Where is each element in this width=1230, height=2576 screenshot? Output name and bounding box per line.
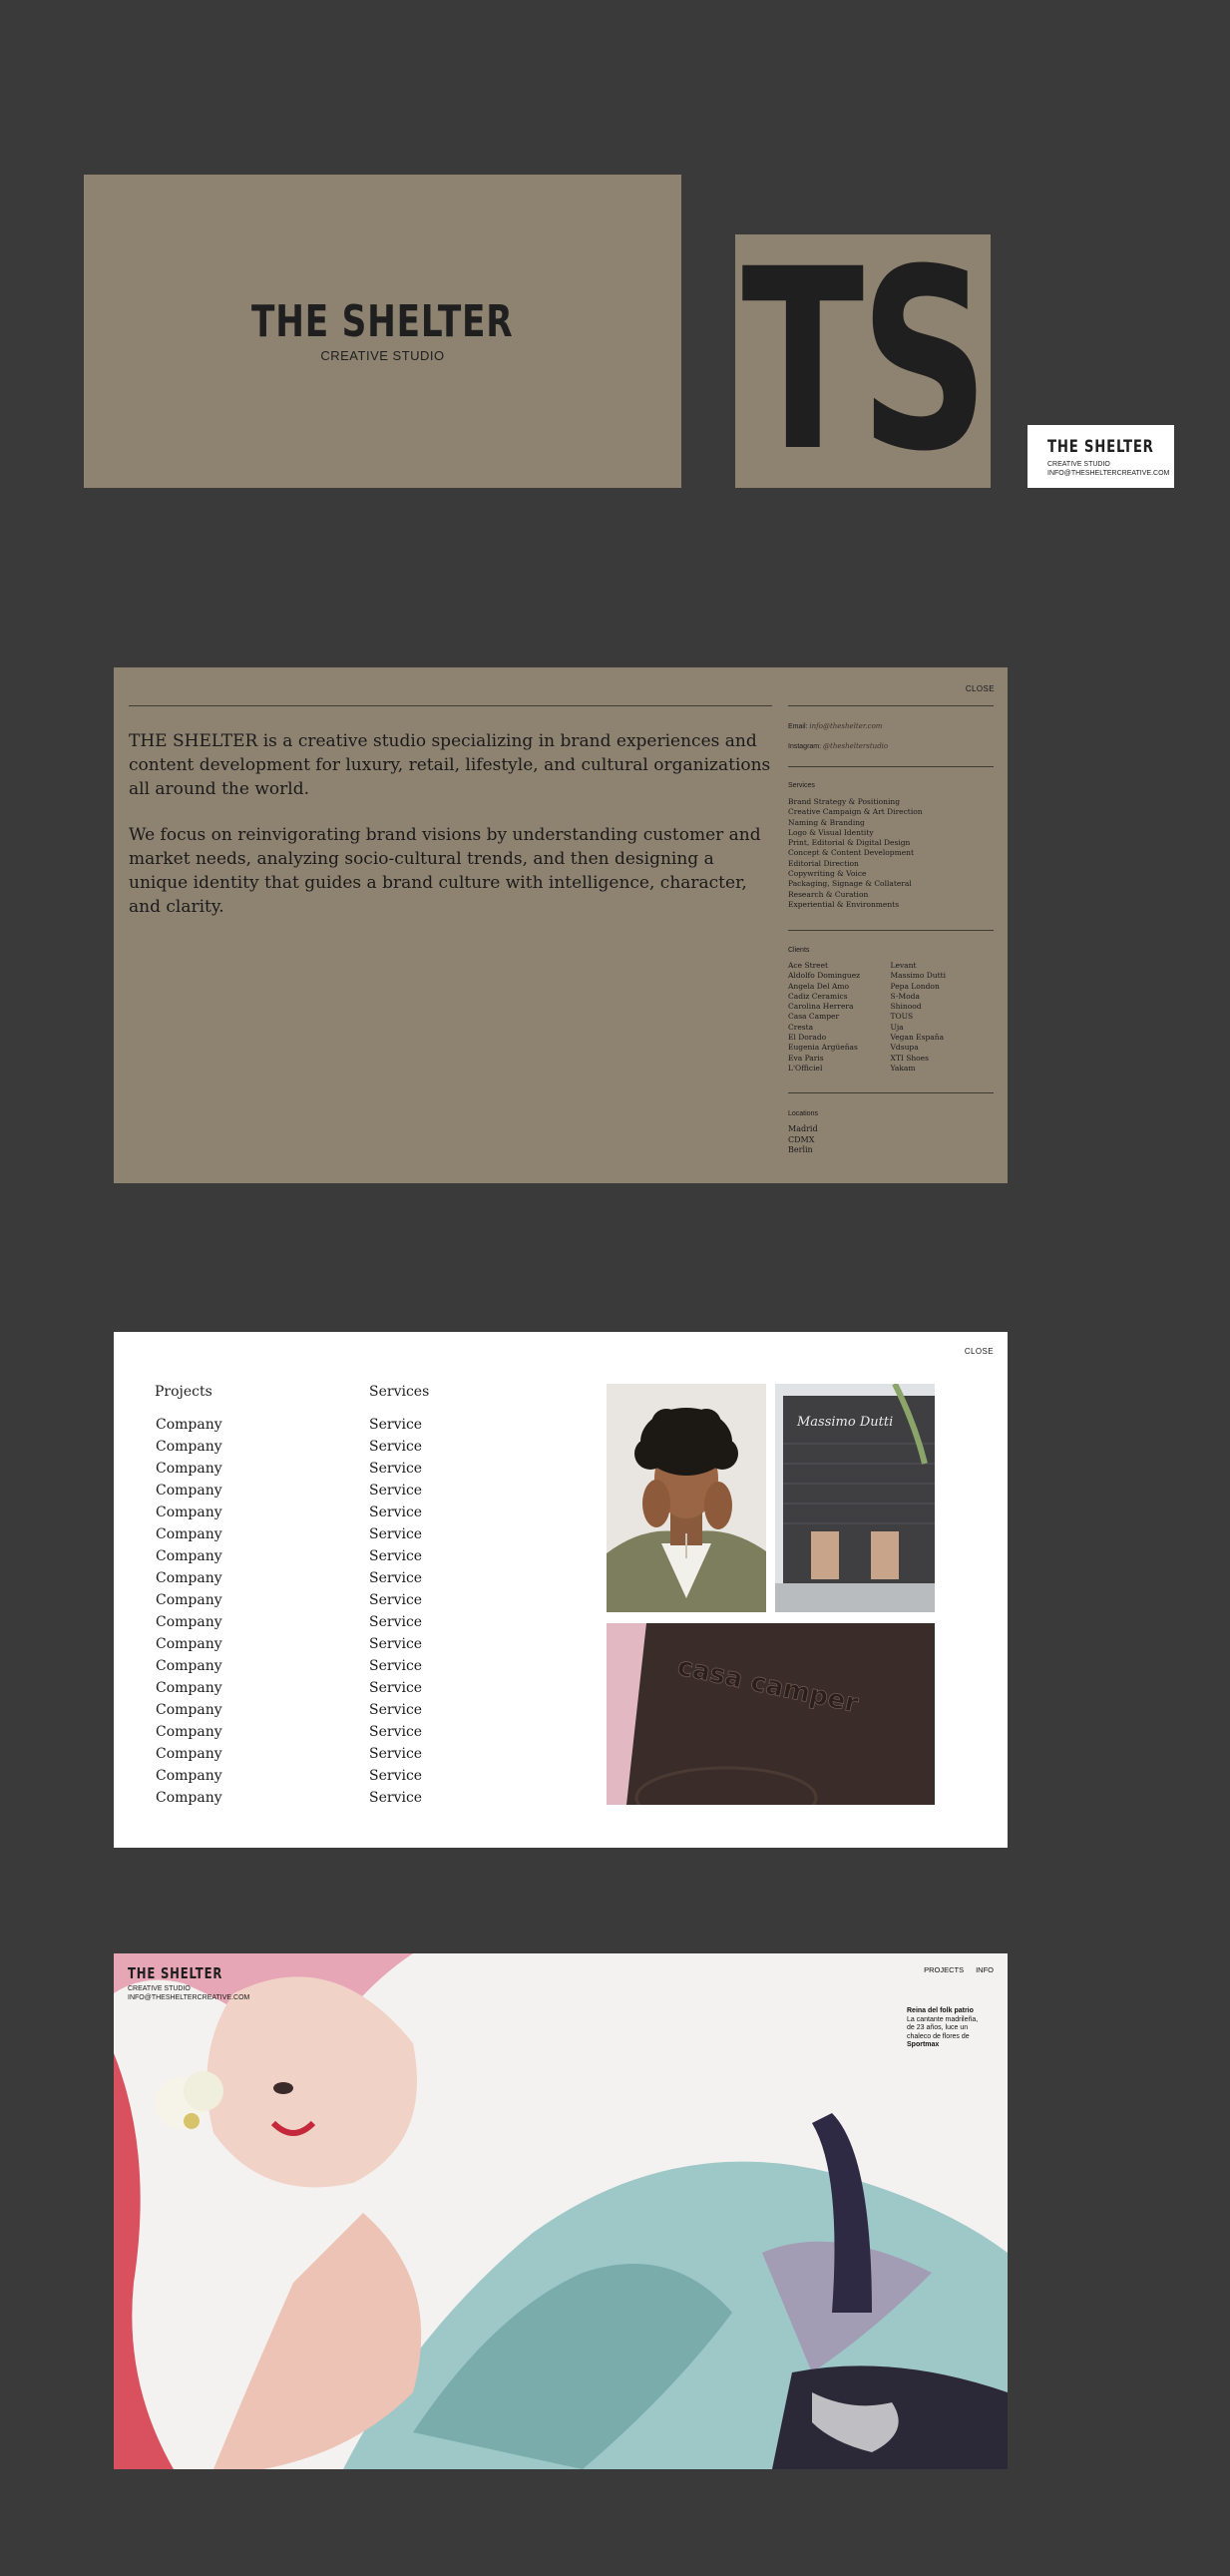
email-label: Email: <box>788 723 808 730</box>
divider <box>788 705 994 706</box>
client-item: S-Moda <box>890 991 920 1001</box>
about-paragraph-2: We focus on reinvigorating brand visions by understanding customer and market needs, analyzing socio-cultural trends, and then designing a unique identity that guides a brand culture with intelligence, character, and clarity. <box>129 825 761 917</box>
service-list <box>369 1414 422 1809</box>
service-link[interactable]: Service <box>369 1636 423 1652</box>
caption-body: La cantante madrileña, de 23 años, luce un chaleco de flores de <box>907 2015 979 2040</box>
service-item: Logo & Visual Identity <box>788 827 874 837</box>
service-link[interactable]: Service <box>369 1548 423 1564</box>
logo-card-primary <box>84 175 681 488</box>
about-text <box>129 729 772 941</box>
company-link[interactable]: Company <box>156 1790 222 1806</box>
clients-list <box>788 961 993 1073</box>
company-link[interactable]: Company <box>156 1417 222 1433</box>
service-link[interactable]: Service <box>369 1526 423 1542</box>
storefront-sign: Massimo Dutti <box>797 1415 894 1430</box>
service-link[interactable]: Service <box>369 1461 423 1477</box>
portrait-illustration <box>607 1384 766 1612</box>
hero-logo[interactable] <box>128 1966 249 2002</box>
company-link[interactable]: Company <box>156 1680 222 1696</box>
client-item: Carolina Herrera <box>788 1002 854 1012</box>
hero-nav <box>924 1965 994 1974</box>
hero-subtitle: CREATIVE STUDIO <box>128 1985 191 1992</box>
service-item: Packaging, Signage & Collateral <box>788 879 912 889</box>
projects-column-header: Projects <box>155 1384 212 1400</box>
company-link[interactable]: Company <box>156 1570 222 1586</box>
clients-column-2 <box>891 961 994 1073</box>
client-item: Cadiz Ceramics <box>788 991 848 1001</box>
instagram-label: Instagram: <box>788 743 822 750</box>
service-item: Research & Curation <box>788 889 869 899</box>
service-item: Naming & Branding <box>788 817 865 827</box>
service-link[interactable]: Service <box>369 1658 423 1674</box>
location-item: Madrid <box>788 1124 818 1133</box>
service-link[interactable]: Service <box>369 1790 423 1806</box>
client-item: Aldolfo Dominguez <box>788 971 861 981</box>
company-link[interactable]: Company <box>156 1614 222 1630</box>
company-link[interactable]: Company <box>156 1504 222 1520</box>
locations-heading: Locations <box>788 1110 818 1117</box>
divider <box>788 766 994 767</box>
company-link[interactable]: Company <box>156 1768 222 1784</box>
nav-projects-link[interactable]: PROJECTS <box>924 1965 965 1974</box>
service-link[interactable]: Service <box>369 1483 423 1499</box>
card-subtitle: CREATIVE STUDIO <box>1047 461 1110 468</box>
service-item: Copywriting & Voice <box>788 869 867 879</box>
clients-column-1 <box>788 961 891 1073</box>
service-link[interactable]: Service <box>369 1702 423 1718</box>
leather-logo: casa camper <box>674 1651 861 1720</box>
location-item: Berlin <box>788 1145 813 1154</box>
divider <box>788 1092 994 1093</box>
client-item: Angela Del Amo <box>788 981 850 991</box>
clients-heading: Clients <box>788 947 810 954</box>
client-item: XTI Shoes <box>890 1053 929 1063</box>
client-item: Ace Street <box>788 961 829 970</box>
company-link[interactable]: Company <box>156 1439 222 1455</box>
leather-illustration <box>607 1623 935 1805</box>
hero-section <box>114 1953 1008 2469</box>
service-link[interactable]: Service <box>369 1592 423 1608</box>
service-item: Concept & Content Development <box>788 848 914 858</box>
services-heading: Services <box>788 782 815 789</box>
service-item: Editorial Direction <box>788 858 859 868</box>
client-item: Yakam <box>890 1063 916 1073</box>
card-email: INFO@THESHELTERCREATIVE.COM <box>1047 470 1170 477</box>
instagram-link[interactable]: @theshelterstudio <box>823 742 889 750</box>
caption-title: Reina del folk patrio <box>907 2007 974 2014</box>
service-link[interactable]: Service <box>369 1614 423 1630</box>
about-paragraph-1: THE SHELTER is a creative studio specializing in brand experiences and content development for luxury, retail, lifestyle, and cultural organizations all around the world. <box>129 731 771 799</box>
client-item: Shinood <box>890 1002 922 1012</box>
client-item: Pepa London <box>890 981 940 991</box>
brand-wordmark: THE SHELTER <box>251 295 514 347</box>
company-link[interactable]: Company <box>156 1724 222 1740</box>
email-link[interactable]: info@theshelter.com <box>809 722 883 730</box>
brand-subtitle: CREATIVE STUDIO <box>320 347 445 363</box>
service-link[interactable]: Service <box>369 1724 423 1740</box>
nav-info-link[interactable]: INFO <box>976 1965 994 1974</box>
client-item: Eugenia Argüeñas <box>788 1043 858 1053</box>
storefront-photo[interactable] <box>775 1384 935 1612</box>
client-item: Casa Camper <box>788 1012 840 1022</box>
leather-photo[interactable] <box>607 1623 935 1805</box>
brand-monogram: TS <box>741 215 985 506</box>
service-item: Creative Campaign & Art Direction <box>788 807 923 817</box>
info-panel <box>114 667 1008 1183</box>
company-link[interactable]: Company <box>156 1636 222 1652</box>
service-link[interactable]: Service <box>369 1768 423 1784</box>
portrait-photo[interactable] <box>607 1384 766 1612</box>
logo-card-monogram <box>735 215 991 506</box>
company-link[interactable]: Company <box>156 1658 222 1674</box>
services-list <box>788 797 993 910</box>
company-list <box>156 1414 222 1809</box>
service-link[interactable]: Service <box>369 1570 423 1586</box>
divider <box>788 930 994 931</box>
hero-email: INFO@THESHELTERCREATIVE.COM <box>128 1994 250 2001</box>
storefront-illustration <box>775 1384 935 1612</box>
instagram-line <box>788 742 993 750</box>
client-item: El Dorado <box>788 1033 827 1043</box>
service-link[interactable]: Service <box>369 1680 423 1696</box>
divider <box>129 705 772 706</box>
projects-panel <box>114 1332 1008 1848</box>
client-item: Eva Paris <box>788 1053 824 1063</box>
company-link[interactable]: Company <box>156 1461 222 1477</box>
client-item: Levant <box>890 961 917 970</box>
hero-wordmark: THE SHELTER <box>128 1964 223 1982</box>
hero-caption <box>907 2007 987 2050</box>
service-link[interactable]: Service <box>369 1504 423 1520</box>
company-link[interactable]: Company <box>156 1526 222 1542</box>
business-card <box>1027 425 1174 488</box>
service-item: Brand Strategy & Positioning <box>788 797 901 806</box>
client-item: Vegan España <box>890 1033 945 1043</box>
hero-photo <box>114 1953 1008 2469</box>
projects-close-button[interactable]: CLOSE <box>964 1347 994 1356</box>
client-item: Cresta <box>788 1022 814 1032</box>
service-link[interactable]: Service <box>369 1417 423 1433</box>
locations-list <box>788 1124 993 1156</box>
service-link[interactable]: Service <box>369 1746 423 1762</box>
company-link[interactable]: Company <box>156 1548 222 1564</box>
client-item: Uja <box>890 1022 904 1032</box>
company-link[interactable]: Company <box>156 1746 222 1762</box>
client-item: TOUS <box>890 1012 914 1022</box>
client-item: Vdsupa <box>890 1043 919 1053</box>
service-item: Experiential & Environments <box>788 899 900 909</box>
service-item: Print, Editorial & Digital Design <box>788 838 911 848</box>
company-link[interactable]: Company <box>156 1702 222 1718</box>
client-item: Massimo Dutti <box>890 971 947 981</box>
email-line <box>788 722 993 730</box>
company-link[interactable]: Company <box>156 1483 222 1499</box>
location-item: CDMX <box>788 1134 815 1144</box>
service-link[interactable]: Service <box>369 1439 423 1455</box>
info-close-button[interactable]: CLOSE <box>965 684 995 693</box>
company-link[interactable]: Company <box>156 1592 222 1608</box>
services-column-header: Services <box>369 1384 430 1400</box>
client-item: L'Officiel <box>788 1063 823 1073</box>
card-wordmark: THE SHELTER <box>1047 437 1154 457</box>
caption-brand: Sportmax <box>907 2041 940 2048</box>
